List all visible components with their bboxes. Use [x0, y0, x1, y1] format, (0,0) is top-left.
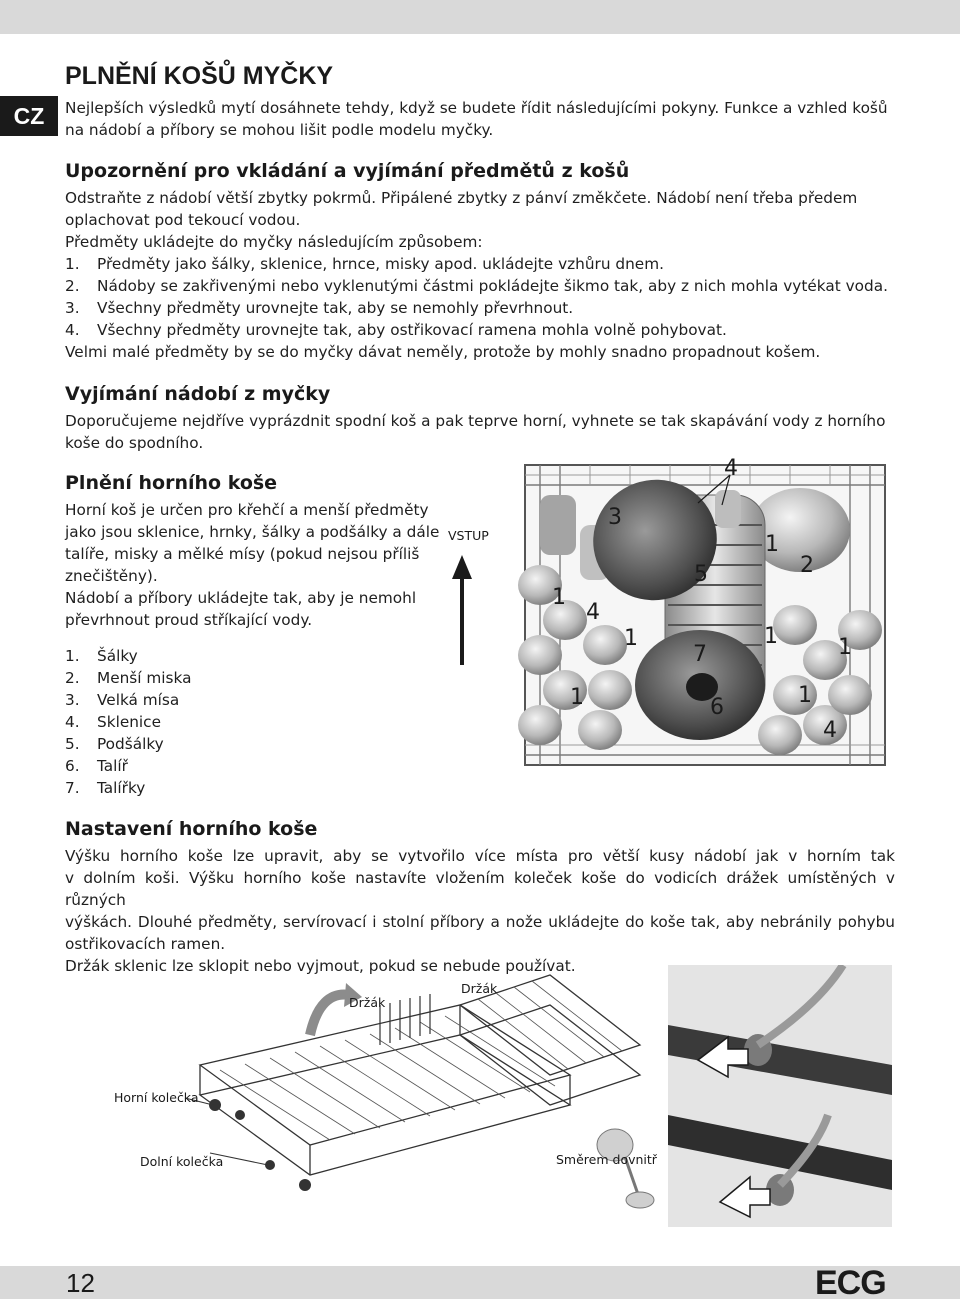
warning-line: Předměty ukládejte do myčky následujícím způsobem: — [65, 233, 483, 251]
callout-label: 1 — [838, 635, 852, 660]
adjust-paragraph — [65, 845, 895, 977]
list-item: 6. Talíř — [65, 757, 128, 775]
upper-line: převrhnout proud stříkající vody. — [65, 611, 313, 629]
brand-logo: ECG — [815, 1264, 886, 1302]
language-tab: CZ — [0, 96, 58, 136]
callout-label: 1 — [764, 624, 778, 649]
adjust-line: ostřikovacích ramen. — [65, 935, 226, 953]
direction-label: Směrem dovnitř — [556, 1152, 657, 1167]
list-item: 2. Menší miska — [65, 669, 192, 687]
list-item: 4. Sklenice — [65, 713, 161, 731]
upper-line: Nádobí a příbory ukládejte tak, aby je nemohl — [65, 589, 417, 607]
step-item: 4. Všechny předměty urovnejte tak, aby ostřikovací ramena mohla volně pohybovat. — [65, 321, 727, 339]
intro-paragraph — [65, 97, 888, 141]
callout-label: 3 — [608, 505, 622, 530]
upper-basket-figure — [440, 455, 900, 785]
step-item: 1. Předměty jako šálky, sklenice, hrnce, misky apod. ukládejte vzhůru dnem. — [65, 255, 664, 273]
intro-line: Nejlepších výsledků mytí dosáhnete tehdy, když se budete řídit následujícími pokyny. Funkce a vzhled košů — [65, 99, 888, 117]
upper-line: jako jsou sklenice, hrnky, šálky a podšálky a dále — [65, 523, 440, 541]
page-number: 12 — [66, 1268, 95, 1298]
top-bar — [0, 0, 960, 34]
callout-label: 1 — [765, 532, 779, 557]
list-item: 1. Šálky — [65, 647, 138, 665]
upper-line: talíře, misky a mělké mísy (pokud nejsou příliš — [65, 545, 420, 563]
vstup-label: VSTUP — [448, 528, 489, 543]
basket-adjust-figure — [100, 965, 660, 1215]
callout-label: 7 — [693, 642, 707, 667]
step-item: 2. Nádoby se zakřivenými nebo vyklenutými částmi pokládejte šikmo tak, aby z nich mohla vytékat voda. — [65, 277, 888, 295]
lower-wheels-label: Dolní kolečka — [140, 1154, 224, 1169]
callout-label: 1 — [798, 683, 812, 708]
adjust-line: výškách. Dlouhé předměty, servírovací i stolní příbory a nože ukládejte do koše tak, aby nebránily pohybu — [65, 913, 895, 931]
adjust-heading: Nastavení horního koše — [65, 818, 318, 840]
list-item: 7. Talířky — [65, 779, 146, 797]
warning-line: oplachovat pod tekoucí vodou. — [65, 211, 301, 229]
holder-label: Držák — [349, 995, 386, 1010]
callout-label: 1 — [552, 585, 566, 610]
warning-footer: Velmi malé předměty by se do myčky dávat neměly, protože by mohly snadno propadnout košem. — [65, 343, 821, 361]
list-item: 5. Podšálky — [65, 735, 164, 753]
unload-line: Doporučujeme nejdříve vyprázdnit spodní koš a pak teprve horní, vyhnete se tak skapávání vody z horního — [65, 412, 886, 430]
upper-wheels-label: Horní kolečka — [114, 1090, 199, 1105]
upper-basket-heading: Plnění horního koše — [65, 472, 278, 494]
upper-basket-paragraph — [65, 499, 440, 631]
adjust-line: Výšku horního koše lze upravit, aby se vytvořilo více místa pro větší kusy nádobí jak v horním tak — [65, 847, 895, 865]
adjust-line: v dolním koši. Výšku horního koše nastavíte vložením koleček koše do vodicích drážek umístěných v různých — [65, 869, 895, 909]
adjust-line: Držák sklenic lze sklopit nebo vyjmout, pokud se nebude používat. — [65, 957, 576, 975]
callout-label: 2 — [800, 553, 814, 578]
step-item: 3. Všechny předměty urovnejte tak, aby se nemohly převrhnout. — [65, 299, 574, 317]
warning-heading: Upozornění pro vkládání a vyjímání předmětů z košů — [65, 160, 630, 182]
callout-label: 6 — [710, 695, 724, 720]
upper-items-list — [65, 645, 191, 799]
callout-label: 1 — [624, 626, 638, 651]
callout-label: 4 — [823, 718, 837, 743]
holder-label: Držák — [461, 981, 498, 996]
warning-line: Odstraňte z nádobí větší zbytky pokrmů. Připálené zbytky z pánví změkčete. Nádobí není třeba předem — [65, 189, 858, 207]
callout-label: 4 — [724, 456, 738, 481]
page-title: PLNĚNÍ KOŠŮ MYČKY — [65, 62, 334, 90]
list-item: 3. Velká mísa — [65, 691, 180, 709]
unload-paragraph — [65, 410, 885, 454]
callout-label: 1 — [570, 685, 584, 710]
unload-line: koše do spodního. — [65, 434, 204, 452]
unload-heading: Vyjímání nádobí z myčky — [65, 383, 331, 405]
upper-line: Horní koš je určen pro křehčí a menší předměty — [65, 501, 429, 519]
warning-paragraph — [65, 187, 895, 363]
callout-label: 5 — [694, 562, 708, 587]
callout-label: 4 — [586, 600, 600, 625]
intro-line: na nádobí a příbory se mohou lišit podle modelu myčky. — [65, 121, 494, 139]
wheel-photo — [668, 965, 892, 1227]
upper-line: znečištěny). — [65, 567, 158, 585]
wheel-photo-illustration — [668, 965, 892, 1227]
